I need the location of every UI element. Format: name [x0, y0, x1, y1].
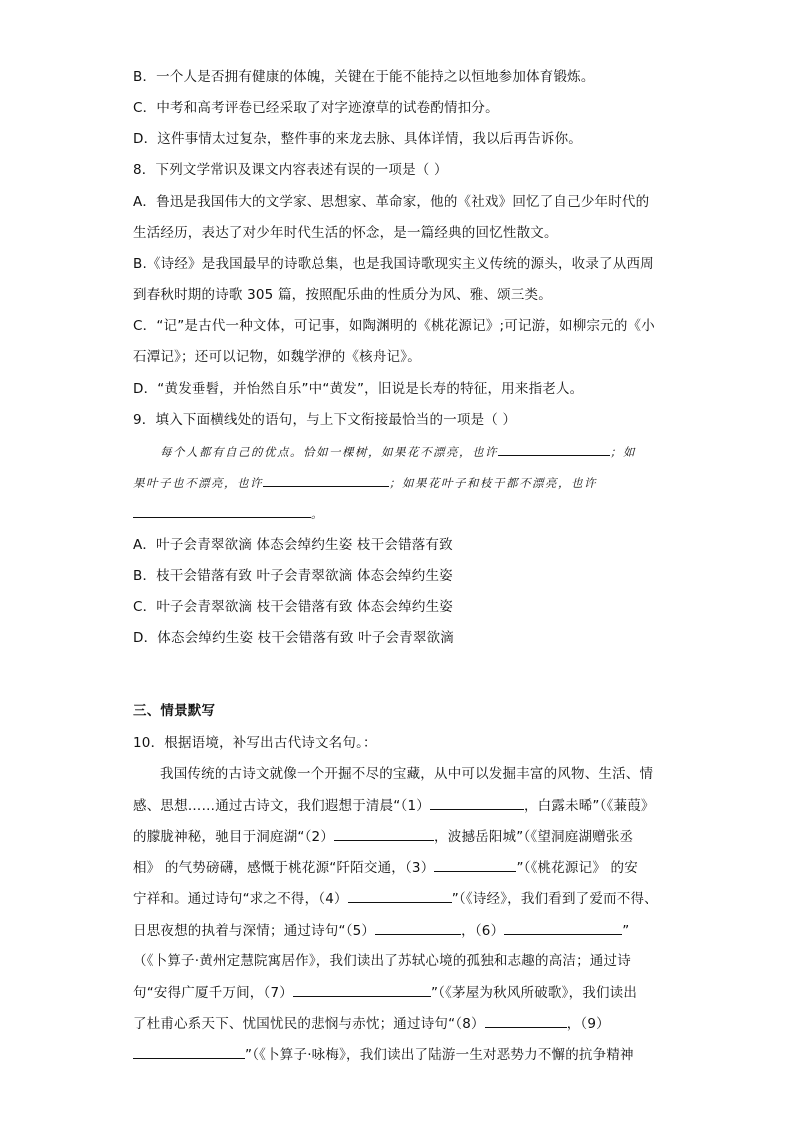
option-line: 石潭记》；还可以记物，如魏学洢的《核舟记》。: [133, 349, 421, 365]
passage-text: 相》 的气势磅礴，感慨于桃花源“阡陌交通，（3）: [133, 860, 435, 876]
answer-blank-1[interactable]: [430, 795, 524, 810]
answer-blank-6[interactable]: [504, 920, 622, 935]
q9-passage-line: [160, 441, 636, 462]
passage-line: [133, 1013, 610, 1034]
passage-text: ”（《诗经》，我们看到了爱而不得、: [451, 891, 658, 907]
answer-blank-9[interactable]: [133, 1044, 245, 1059]
passage-line: [133, 795, 655, 816]
passage-text: ；如: [610, 445, 636, 459]
passage-text: ，（6）: [461, 923, 505, 939]
passage-text: 果叶子也不漂亮，也许: [133, 476, 263, 490]
passage-text: ，（9）: [566, 1016, 610, 1032]
section-heading: 三、情景默写: [133, 703, 216, 719]
passage-text: 的朦胧神秘，驰目于洞庭湖“（2）: [133, 829, 335, 845]
option-line: D．这件事情太过复杂，整件事的来龙去脉、具体详情，我以后再告诉你。: [133, 131, 582, 147]
answer-blank[interactable]: [498, 441, 610, 456]
passage-line: [133, 951, 631, 971]
question-8: 8．下列文学常识及课文内容表述有误的一项是（ ）: [133, 162, 448, 178]
answer-blank[interactable]: [133, 503, 311, 518]
answer-blank-2[interactable]: [334, 826, 434, 841]
passage-text: 了杜甫心系天下、忧国忧民的悲悯与赤忱；通过诗句“（8）: [133, 1016, 485, 1032]
passage-text: 感、思想……通过古诗文，我们遐想于清晨“（1）: [133, 798, 430, 814]
q9-passage-line: [133, 472, 597, 493]
passage-text: 宁祥和。通过诗句“求之不得，（4）: [133, 891, 348, 907]
option-line: D．“黄发垂髫，并怡然自乐”中“黄发”，旧说是长寿的特征，用来指老人。: [133, 381, 584, 397]
option-line: C．“记”是古代一种文体，可记事，如陶渊明的《桃花源记》;可记游，如柳宗元的《小: [133, 318, 655, 334]
passage-text: 日思夜想的执着与深情；通过诗句“（5）: [133, 923, 376, 939]
option-line: B．一个人是否拥有健康的体魄，关键在于能不能持之以恒地参加体育锻炼。: [133, 69, 595, 85]
answer-blank-5[interactable]: [375, 920, 461, 935]
answer-blank-7[interactable]: [293, 982, 431, 997]
passage-text: 。: [311, 507, 324, 521]
answer-blank-8[interactable]: [485, 1013, 567, 1028]
option-line: C．中考和高考评卷已经采取了对字迹潦草的试卷酌情扣分。: [133, 100, 499, 116]
option-line: C．叶子会青翠欲滴 枝干会错落有致 体态会绰约生姿: [133, 599, 454, 615]
option-line: 到春秋时期的诗歌 305 篇，按照配乐曲的性质分为风、雅、颂三类。: [133, 287, 552, 303]
option-line: A．叶子会青翠欲滴 体态会绰约生姿 枝干会错落有致: [133, 537, 453, 553]
option-line: B．枝干会错落有致 叶子会青翠欲滴 体态会绰约生姿: [133, 568, 453, 584]
passage-line: [133, 857, 638, 878]
passage-text: 每个人都有自己的优点。恰如一棵树，如果花不漂亮，也许: [160, 445, 498, 459]
passage-text: （《卜算子·黄州定慧院寓居作》，我们读出了苏轼心境的孤独和志趣的高洁；通过诗: [133, 953, 631, 969]
passage-text: ，波撼岳阳城”（《望洞庭湖赠张丞: [434, 829, 634, 845]
answer-blank[interactable]: [263, 472, 389, 487]
option-line: D．体态会绰约生姿 枝干会错落有致 叶子会青翠欲滴: [133, 630, 454, 646]
passage-text: ”（《桃花源记》 的安: [516, 860, 638, 876]
question-9: 9．填入下面横线处的语句，与上下文衔接最恰当的一项是（ ）: [133, 412, 517, 428]
option-line: 生活经历，表达了对少年时代生活的怀念，是一篇经典的回忆性散文。: [133, 225, 558, 241]
passage-text: ”（《卜算子·咏梅》，我们读出了陆游一生对恶势力不懈的抗争精神: [245, 1047, 634, 1063]
passage-line: [133, 982, 637, 1003]
passage-line: [160, 764, 653, 784]
passage-text: ，白露未晞”（《蒹葭》: [523, 798, 655, 814]
option-line: B.《诗经》是我国最早的诗歌总集，也是我国诗歌现实主义传统的源头，收录了从西周: [133, 256, 654, 272]
option-line: A．鲁迅是我国伟大的文学家、思想家、革命家，他的《社戏》回忆了自己少年时代的: [133, 194, 650, 210]
question-10: 10．根据语境，补写出古代诗文名句。：: [133, 735, 377, 751]
passage-line: [133, 920, 629, 941]
answer-blank-4[interactable]: [348, 888, 452, 903]
passage-text: 句“安得广厦千万间，（7）: [133, 985, 293, 1001]
answer-blank-3[interactable]: [434, 857, 516, 872]
passage-line: [133, 826, 633, 847]
passage-text: ”（《茅屋为秋风所破歌》，我们读出: [430, 985, 638, 1001]
passage-text: 我国传统的古诗文就像一个开掘不尽的宝藏，从中可以发掘丰富的风物、生活、情: [160, 766, 654, 782]
passage-text: ”: [622, 923, 630, 939]
passage-line: [133, 1044, 634, 1065]
q9-passage-line: [133, 503, 324, 524]
passage-line: [133, 888, 658, 909]
passage-text: ；如果花叶子和枝干都不漂亮，也许: [389, 476, 597, 490]
